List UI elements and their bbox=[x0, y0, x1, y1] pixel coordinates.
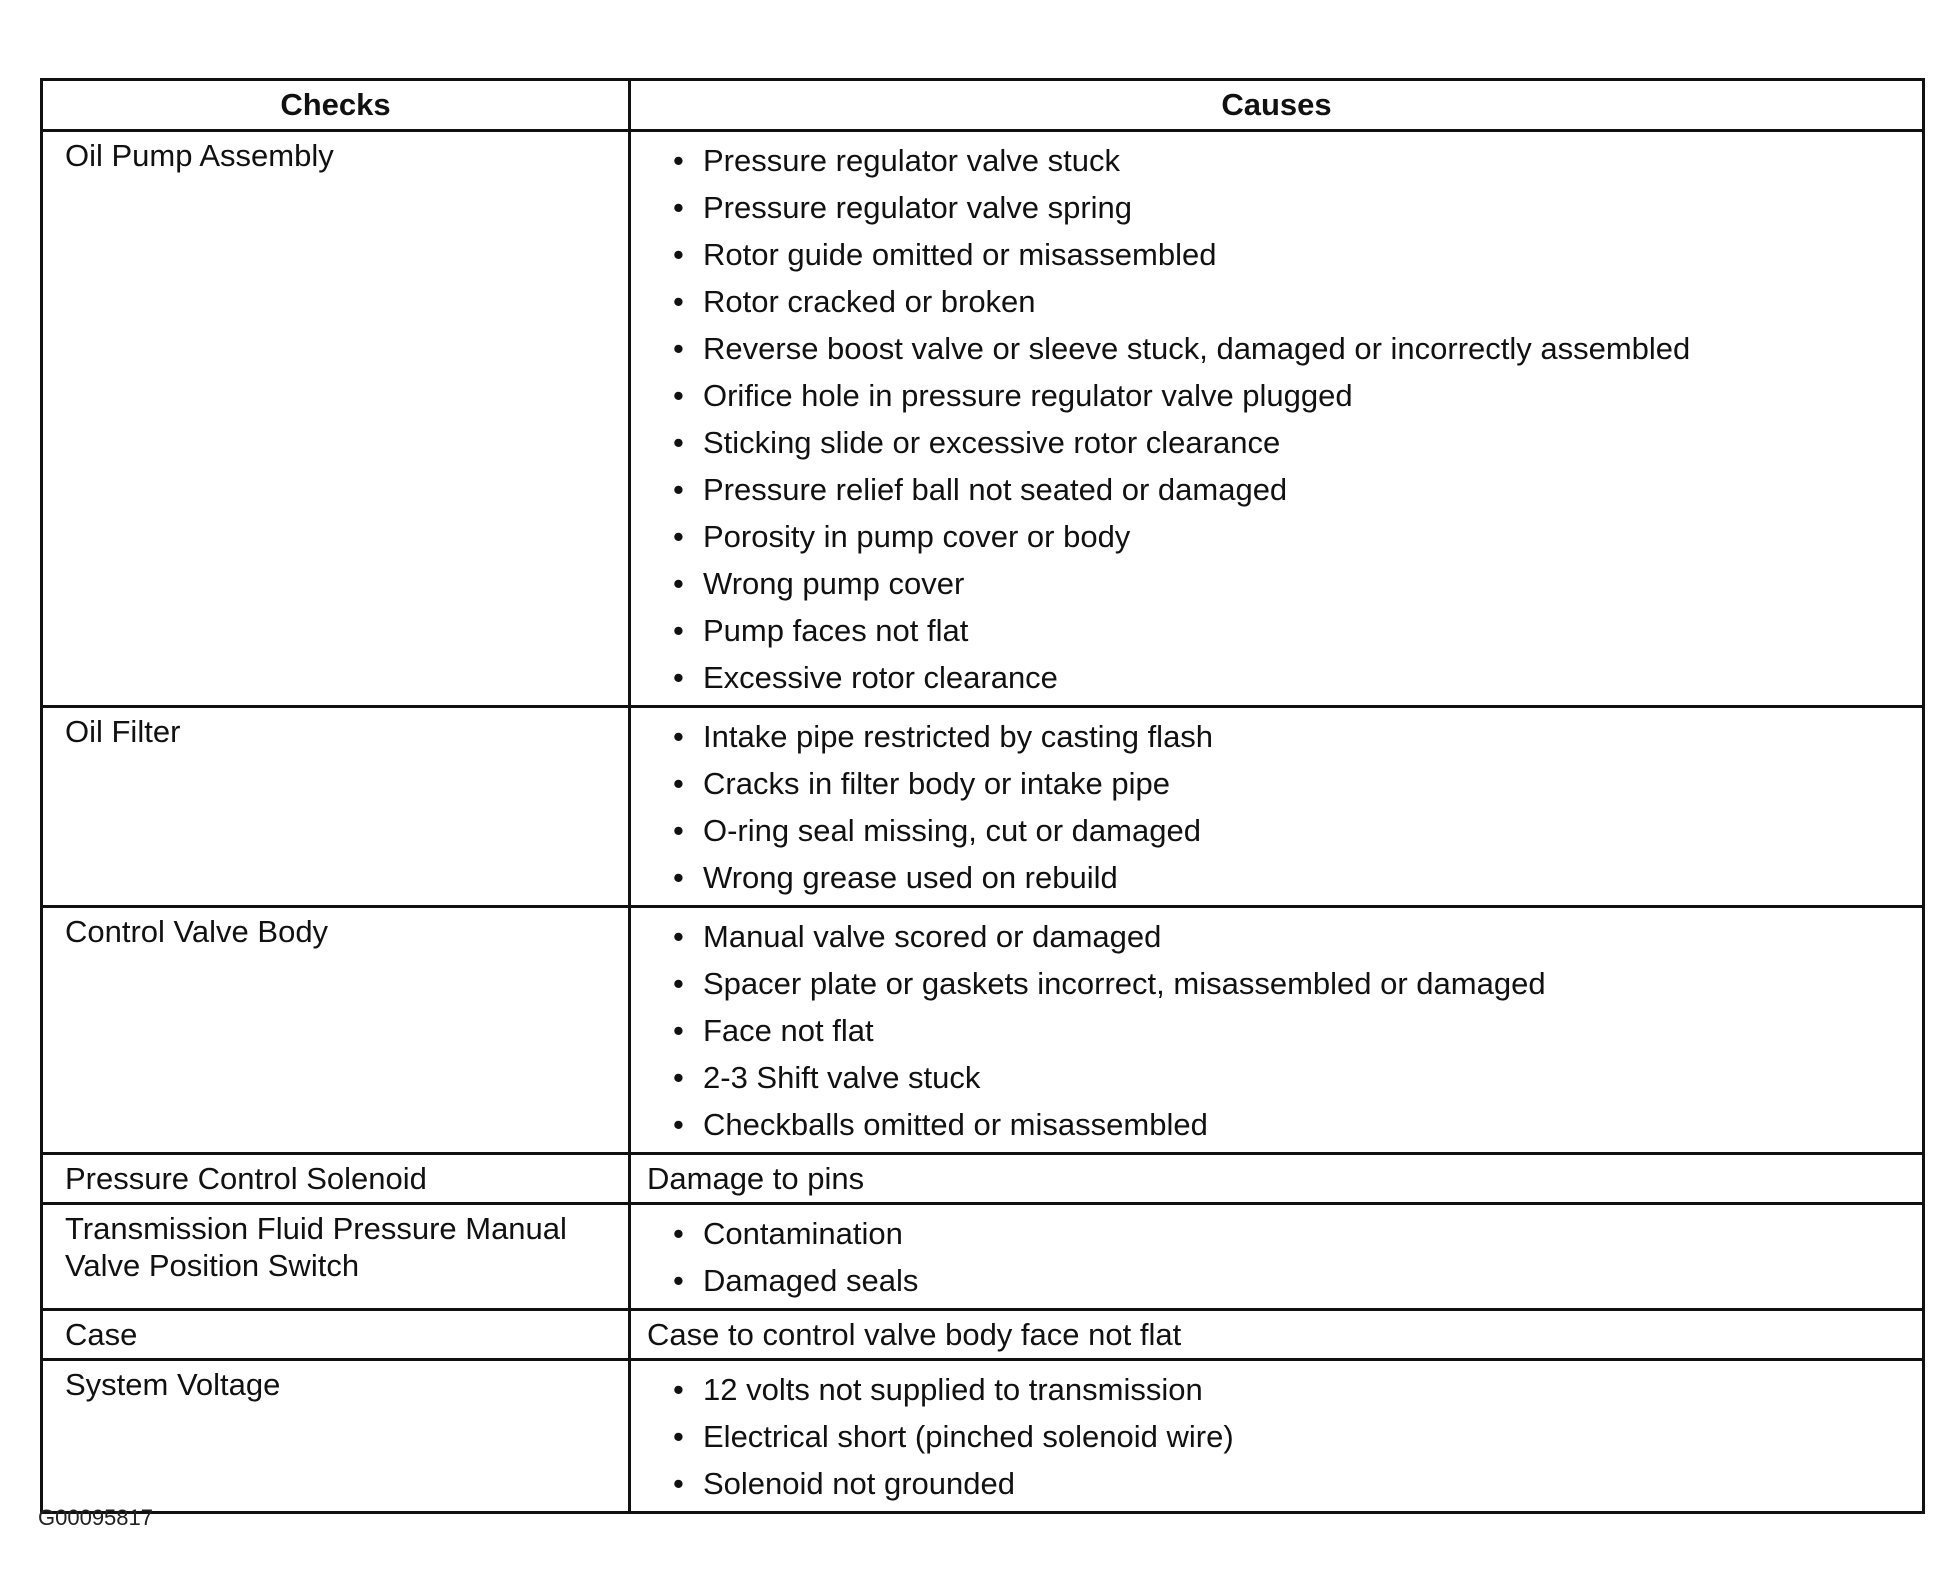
cause-item: • Pump faces not flat bbox=[673, 607, 1922, 654]
cause-item: • Face not flat bbox=[673, 1007, 1922, 1054]
check-cell bbox=[42, 1154, 630, 1204]
cause-item: • Wrong grease used on rebuild bbox=[673, 854, 1922, 901]
cause-item: • Contamination bbox=[673, 1210, 1922, 1257]
checks-header: Checks bbox=[42, 80, 630, 131]
cause-item: • Cracks in filter body or intake pipe bbox=[673, 760, 1922, 807]
cause-item: • Sticking slide or excessive rotor clearance bbox=[673, 419, 1922, 466]
check-label: System Voltage bbox=[65, 1367, 281, 1402]
check-cell bbox=[42, 707, 630, 907]
causes-cell bbox=[630, 1360, 1924, 1513]
causes-list bbox=[631, 908, 1922, 1152]
figure-id: G00095817 bbox=[38, 1505, 153, 1530]
check-label: Transmission Fluid Pressure Manual Valve Position Switch bbox=[65, 1211, 567, 1283]
cause-item: • 2-3 Shift valve stuck bbox=[673, 1054, 1922, 1101]
cause-item: • Electrical short (pinched solenoid wire) bbox=[673, 1413, 1922, 1460]
table-row bbox=[42, 707, 1924, 907]
cause-item: • Porosity in pump cover or body bbox=[673, 513, 1922, 560]
cause-item: • Orifice hole in pressure regulator valve plugged bbox=[673, 372, 1922, 419]
header-row bbox=[42, 80, 1924, 131]
check-cell bbox=[42, 907, 630, 1154]
cause-item: • Spacer plate or gaskets incorrect, misassembled or damaged bbox=[673, 960, 1922, 1007]
check-cell bbox=[42, 1204, 630, 1310]
table-row bbox=[42, 1154, 1924, 1204]
causes-list bbox=[631, 132, 1922, 705]
cause-item: • Checkballs omitted or misassembled bbox=[673, 1101, 1922, 1148]
causes-cell bbox=[630, 707, 1924, 907]
cause-item: • Pressure relief ball not seated or damaged bbox=[673, 466, 1922, 513]
causes-cell bbox=[630, 907, 1924, 1154]
cause-item: • Solenoid not grounded bbox=[673, 1460, 1922, 1507]
cause-item: • Wrong pump cover bbox=[673, 560, 1922, 607]
causes-list bbox=[631, 708, 1922, 905]
cause-item: • Damaged seals bbox=[673, 1257, 1922, 1304]
causes-cell bbox=[630, 1204, 1924, 1310]
check-label: Control Valve Body bbox=[65, 914, 329, 949]
causes-cell bbox=[630, 131, 1924, 707]
causes-cell bbox=[630, 1154, 1924, 1204]
cause-text: Case to control valve body face not flat bbox=[647, 1317, 1182, 1352]
cause-item: • 12 volts not supplied to transmission bbox=[673, 1366, 1922, 1413]
cause-item: • O-ring seal missing, cut or damaged bbox=[673, 807, 1922, 854]
cause-item: • Intake pipe restricted by casting flash bbox=[673, 713, 1922, 760]
causes-list bbox=[631, 1361, 1922, 1511]
cause-item: • Excessive rotor clearance bbox=[673, 654, 1922, 701]
check-cell bbox=[42, 131, 630, 707]
cause-text: Damage to pins bbox=[647, 1161, 865, 1196]
table-row bbox=[42, 131, 1924, 707]
cause-item: • Reverse boost valve or sleeve stuck, damaged or incorrectly assembled bbox=[673, 325, 1922, 372]
table-row bbox=[42, 907, 1924, 1154]
cause-item: • Rotor cracked or broken bbox=[673, 278, 1922, 325]
table-row bbox=[42, 1310, 1924, 1360]
table-row bbox=[42, 1204, 1924, 1310]
check-label: Pressure Control Solenoid bbox=[65, 1161, 427, 1196]
table-body bbox=[42, 131, 1924, 1513]
table-row bbox=[42, 1360, 1924, 1513]
checks-causes-table bbox=[40, 78, 1925, 1514]
causes-header: Causes bbox=[630, 80, 1924, 131]
check-label: Oil Pump Assembly bbox=[65, 138, 334, 173]
check-cell bbox=[42, 1310, 630, 1360]
check-cell bbox=[42, 1360, 630, 1513]
cause-item: • Pressure regulator valve spring bbox=[673, 184, 1922, 231]
cause-item: • Manual valve scored or damaged bbox=[673, 913, 1922, 960]
check-label: Oil Filter bbox=[65, 714, 181, 749]
cause-item: • Pressure regulator valve stuck bbox=[673, 137, 1922, 184]
check-label: Case bbox=[65, 1317, 138, 1352]
causes-list bbox=[631, 1205, 1922, 1308]
causes-cell bbox=[630, 1310, 1924, 1360]
cause-item: • Rotor guide omitted or misassembled bbox=[673, 231, 1922, 278]
